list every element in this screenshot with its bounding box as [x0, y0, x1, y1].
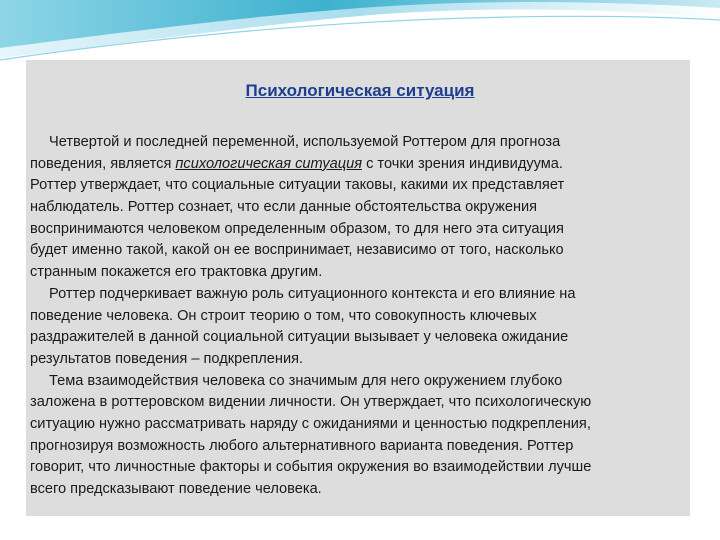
text-line: воспринимаются человеком определенным образом, то для него эта ситуация	[30, 220, 564, 237]
text-line: заложена в роттеровском видении личности. Он утверждает, что психологическую	[30, 394, 592, 411]
text-line: всего предсказывают поведение человека.	[30, 481, 322, 497]
slide-title: Психологическая ситуация	[245, 81, 475, 100]
text-line: раздражителей в данной социальной ситуации вызывает у человека ожидание	[30, 329, 569, 346]
body-text	[30, 132, 690, 501]
text-line: будет именно такой, какой он ее воспринимает, независимо от того, насколько	[30, 242, 564, 259]
text-line: говорит, что личностные факторы и события окружения во взаимодействии лучше	[30, 459, 592, 476]
text-line: ситуацию нужно рассматривать наряду с ожиданиями и ценностью подкрепления,	[30, 415, 591, 432]
text-line	[30, 154, 690, 176]
text-line: наблюдатель. Роттер сознает, что если данные обстоятельства окружения	[30, 199, 538, 216]
text-line: прогнозируя возможность любого альтернативного варианта поведения. Роттер	[30, 437, 574, 454]
text-line: странным покажется его трактовка другим.	[30, 264, 323, 281]
text-fragment: с точки зрения индивидуума.	[362, 155, 563, 172]
text-line: Четвертой и последней переменной, используемой Роттером для прогноза	[49, 134, 561, 150]
text-line: результатов поведения – подкрепления.	[30, 350, 304, 367]
text-fragment: поведения, является	[30, 155, 176, 172]
term-psychological-situation: психологическая ситуация	[175, 155, 363, 172]
text-line: поведение человека. Он строит теорию о том, что совокупность ключевых	[30, 307, 537, 324]
text-line: Роттер утверждает, что социальные ситуации таковы, какими их представляет	[30, 177, 565, 194]
text-line: Роттер подчеркивает важную роль ситуационного контекста и его влияние на	[49, 285, 576, 302]
text-line: Тема взаимодействия человека со значимым для него окружением глубоко	[49, 372, 563, 389]
